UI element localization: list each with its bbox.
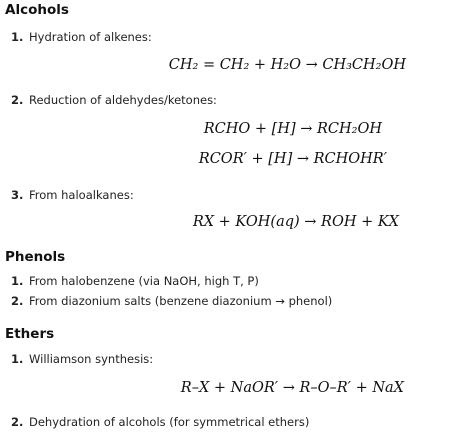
item-number: 1.: [11, 274, 24, 288]
item-label: From halobenzene (via NaOH, high T, P): [29, 274, 259, 288]
equation-hydration-of-alkenes: CH₂ = CH₂ + H₂O → CH₃CH₂OH: [168, 57, 406, 73]
alcohols-item-1: [11, 30, 152, 44]
item-number: 2.: [11, 415, 24, 429]
alcohols-heading: Alcohols: [5, 2, 69, 18]
item-label: Williamson synthesis:: [29, 352, 154, 366]
item-number: 2.: [11, 294, 24, 308]
item-label: Dehydration of alcohols (for symmetrical ethers): [29, 415, 310, 429]
equation-ketone-reduction: RCOR′ + [H] → RCHOHR′: [198, 151, 387, 167]
equation-haloalkane-hydrolysis: RX + KOH(aq) → ROH + KX: [192, 214, 399, 230]
item-label: Hydration of alkenes:: [29, 30, 152, 44]
item-label: Reduction of aldehydes/ketones:: [29, 93, 217, 107]
equation-williamson-synthesis: R–X + NaOR′ → R–O–R′ + NaX: [180, 380, 404, 396]
item-number: 3.: [11, 188, 24, 202]
item-label: From haloalkanes:: [29, 188, 134, 202]
alcohols-item-2: [11, 93, 217, 107]
equation-aldehyde-reduction: RCHO + [H] → RCH₂OH: [203, 121, 382, 137]
item-number: 1.: [11, 30, 24, 44]
item-number: 1.: [11, 352, 24, 366]
item-number: 2.: [11, 93, 24, 107]
ethers-item-1: [11, 352, 153, 366]
phenols-heading: Phenols: [5, 249, 66, 265]
phenols-item-1: [11, 274, 259, 288]
phenols-item-2: [11, 294, 332, 308]
ethers-item-2: [11, 415, 309, 429]
ethers-heading: Ethers: [5, 326, 55, 342]
item-label: From diazonium salts (benzene diazonium → phenol): [29, 294, 333, 308]
alcohols-item-3: [11, 188, 134, 202]
